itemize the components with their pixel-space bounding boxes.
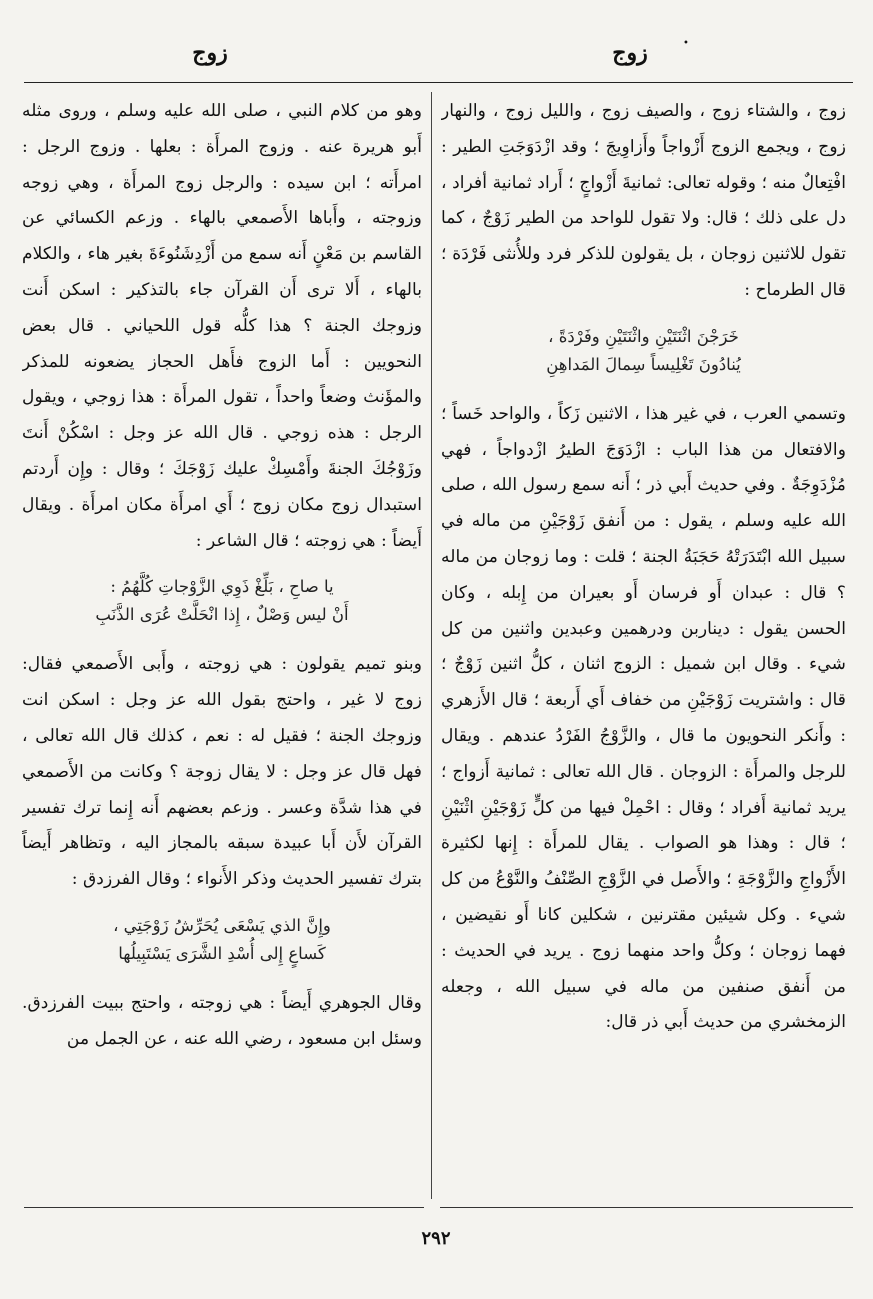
header-right-word: زوج xyxy=(612,40,648,66)
left-paragraph-1: وهو من كلام النبي ، صلى الله عليه وسلم ، وروى مثله أَبو هريرة عنه . وزوج المرأَة : بعلها . وزوج الرجل : امرأَته ؛ ابن سيده : والرجل زوج المرأَة ، وهي زوجه وزوجته ، وأَباها الأَصمعي بالهاء . وزعم الكسائي عن القاسم بن مَعْنٍ أَنه سمع من أَزْدِشَنُوءَةَ بغير هاء ، والكلام بالهاء ، أَلا ترى أَن القرآن جاء بالتذكير : اسكن أَنت وزوجك الجنة ؟ هذا كلُّه قول اللحياني . قال بعض النحويين : أَما الزوج فأَهل الحجاز يضعونه للمذكر والمؤَنث وضعاً واحداً ، تقول المرأَة : هذا زوجي ، ويقول الرجل : هذه زوجي . قال الله عز وجل : اسْكُنْ أَنتَ وزَوْجُكَ الجنةَ وأَمْسِكْ عليك زَوْجَكَ ؛ وقال : وإِن أَردتم استبدال زوج مكان زوج ؛ أَي امرأَة مكان امرأَة . ويقال أَيضاً : هي زوجته ؛ قال الشاعر : xyxy=(22,101,422,551)
left-verse-1-line-2: أَنْ ليس وَصْلٌ ، إِذا انْحَلَّتْ عُرَى الذَّنَبِ xyxy=(95,605,349,625)
right-verse xyxy=(441,323,846,379)
right-verse-line-2: يُنادُونَ تَغْلِيساً سِمالَ المَداهِنِ xyxy=(546,354,741,374)
left-verse-2 xyxy=(22,912,422,968)
header-left-word: زوج xyxy=(192,40,228,66)
right-paragraph-1: زوج ، والشتاء زوج ، والصيف زوج ، والليل زوج ، والنهار زوج ، ويجمع الزوج أَزْواجاً وأَزاوِيجَ ؛ وقد ازْدَوَجَتِ الطير : افْتِعالٌ منه ؛ وقوله تعالى: ثمانيةَ أَزْواجٍ ؛ أَراد ثمانية أفراد ، دل على ذلك ؛ قال: ولا تقول للواحد من الطير زَوْجٌ ، كما تقول للاثنين زوجان ، بل يقولون للذكر فرد وللأُنثى فَرْدَة ؛ قال الطرماح : xyxy=(441,101,846,300)
left-verse-1 xyxy=(22,573,422,629)
left-paragraph-3: وقال الجوهري أَيضاً : هي زوجته ، واحتج ببيت الفرزدق. وسئل ابن مسعود ، رضي الله عنه ، عن الجمل من xyxy=(22,992,422,1049)
right-verse-line-1: خَرَجْنَ اثْنَتَيْنِ واثْنَتَيْنِ وفَرْدَةً ، xyxy=(548,326,739,346)
left-verse-2-line-1: وإِنَّ الذي يَسْعَى يُحَرِّشُ زَوْجَتِي ، xyxy=(113,915,331,935)
right-column xyxy=(441,94,846,1194)
header-rule xyxy=(24,82,853,83)
footer-rule-right xyxy=(440,1207,853,1208)
page-number: ٢٩٢ xyxy=(421,1228,451,1249)
left-paragraph-2: وبنو تميم يقولون : هي زوجته ، وأَبى الأَصمعي فقال: زوج لا غير ، واحتج بقول الله عز وجل : اسكن انت وزوجك الجنة ؛ فقيل له : نعم ، كذلك قال الله تعالى ، فهل قال عز وجل : لا يقال زوجة ؟ وكانت من الأَصمعي في هذا شدَّة وعسر . وزعم بعضهم أَنه إِنما ترك تفسير القرآن لأَن أَبا عبيدة سبقه بالمجاز اليه ، وتظاهر أَيضاً بترك تفسير الحديث وذكر الأَنواء ؛ وقال الفرزدق : xyxy=(22,654,422,890)
left-column xyxy=(22,94,422,1194)
column-divider xyxy=(431,92,432,1199)
left-verse-2-line-2: كَساعٍ إِلى أُسْدِ الشَّرَى يَسْتَبِيلُها xyxy=(118,943,326,963)
left-verse-1-line-1: يا صاحِ ، بَلِّغْ ذَوِي الزَّوْجاتِ كُلَّهُمُ : xyxy=(110,577,334,597)
right-paragraph-2: وتسمي العرب ، في غير هذا ، الاثنين زَكاً ، والواحد خَساً ؛ والافتعال من هذا الباب : ازْدَوَجَ الطيرُ ازْدواجاً ، فهي مُزْدَوِجَةٌ . وفي حديث أَبي ذر ؛ أَنه سمع رسول الله ، صلى الله عليه وسلم ، يقول : من أَنفق زَوْجَيْنِ من ماله في سبيل الله ابْتَدَرَتْهُ حَجَبَةُ الجنة ؛ قلت : وما زوجان من ماله ؟ قال : عبدان أَو فرسان أَو بعيران من إِبله ، وكان الحسن يقول : ديناربن ودرهمين وعبدين واثنين من كل شيء . وقال ابن شميل : الزوج اثنان ، كلُّ اثنين زَوْجٌ ؛ قال : واشتريت زَوْجَيْنِ من خفاف أَي أَربعة ؛ قال الأَزهري : وأَنكر النحويون ما قال ، والزَّوْجُ الفَرْدُ عندهم . ويقال للرجل والمرأَة : الزوجان . قال الله تعالى : ثمانية أَزواج ؛ يريد ثمانية أَفراد ؛ وقال : احْمِلْ فيها من كلٍّ زَوْجَيْنِ اثْنَيْنِ ؛ قال : وهذا هو الصواب . يقال للمرأَة : إِنها لكثيرة الأَزْواجِ والزَّوْجَةِ ؛ والأَصل في الزَّوْجِ الصِّنْفُ والنَّوْعُ من كل شيء . وكل شيئين مقترنين ، شكلين كانا أَو نقيضين ، فهما زوجان ؛ وكلُّ واحد منهما زوج . يريد في الحديث : من أَنفق صنفين من ماله في سبيل الله ، وجعله الزمخشري من حديث أَبي ذر قال: xyxy=(441,403,846,1033)
header-ornament-dot: • xyxy=(683,38,689,49)
footer-rule-left xyxy=(24,1207,424,1208)
